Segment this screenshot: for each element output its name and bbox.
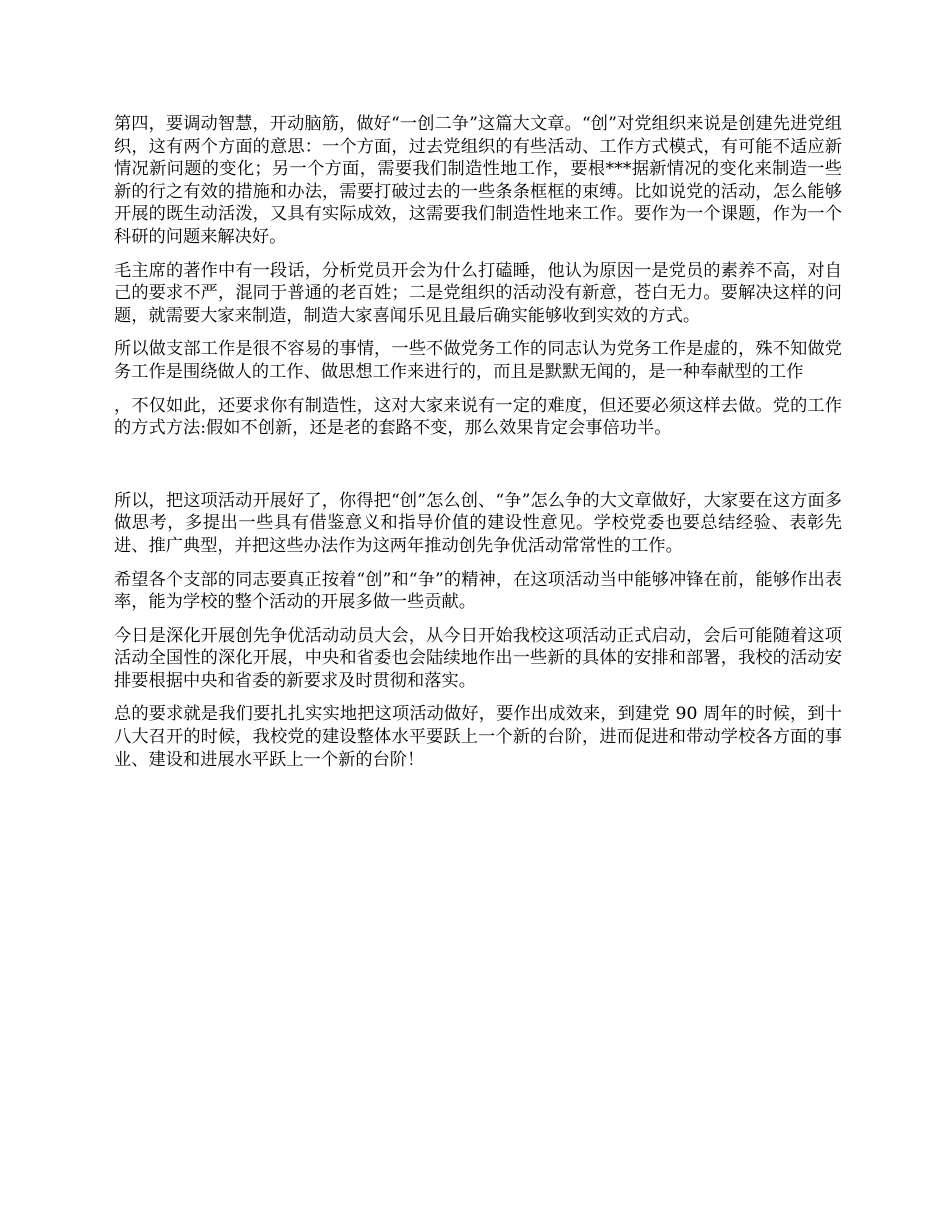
- paragraph-8: 总的要求就是我们要扎扎实实地把这项活动做好，要作出成效来，到建党 90 周年的时候，到十八大召开的时候，我校党的建设整体水平要跃上一个新的台阶，进而促进和带动学校各方面的事业、建设和进展水平跃上一个新的台阶！: [114, 704, 842, 770]
- paragraph-6: 希望各个支部的同志要真正按着“创”和“争”的精神，在这项活动当中能够冲锋在前，能够作出表率，能为学校的整个活动的开展多做一些贡献。: [114, 569, 842, 613]
- paragraph-4: ，不仅如此，还要求你有制造性，这对大家来说有一定的难度，但还要必须这样去做。党的工作的方式方法:假如不创新，还是老的套路不变，那么效果肯定会事倍功半。: [114, 395, 842, 439]
- paragraph-1: 第四，要调动智慧，开动脑筋，做好“一创二争”这篇大文章。“创”对党组织来说是创建先进党组织，这有两个方面的意思：一个方面，过去党组织的有些活动、工作方式模式，有可能不适应新情况新问题的变化；另一个方面，需要我们制造性地工作，要根***据新情况的变化来制造一些新的行之有效的措施和办法，需要打破过去的一些条条框框的束缚。比如说党的活动，怎么能够开展的既生动活泼，又具有实际成效，这需要我们制造性地来工作。要作为一个课题，作为一个科研的问题来解决好。: [114, 114, 842, 247]
- paragraph-2: 毛主席的著作中有一段话，分析党员开会为什么打磕睡，他认为原因一是党员的素养不高，对自己的要求不严，混同于普通的老百姓；二是党组织的活动没有新意，苍白无力。要解决这样的问题，就需要大家来制造，制造大家喜闻乐见且最后确实能够收到实效的方式。: [114, 260, 842, 326]
- paragraph-7: 今日是深化开展创先争优活动动员大会，从今日开始我校这项活动正式启动，会后可能随着这项活动全国性的深化开展，中央和省委也会陆续地作出一些新的具体的安排和部署，我校的活动安排要根据中央和省委的新要求及时贯彻和落实。: [114, 625, 842, 691]
- paragraph-5: 所以，把这项活动开展好了，你得把“创”怎么创、“争”怎么争的大文章做好，大家要在这方面多做思考，多提出一些具有借鉴意义和指导价值的建设性意见。学校党委也要总结经验、表彰先进、推广典型，并把这些办法作为这两年推动创先争优活动常常性的工作。: [114, 490, 842, 556]
- paragraph-3: 所以做支部工作是很不容易的事情，一些不做党务工作的同志认为党务工作是虚的，殊不知做党务工作是围绕做人的工作、做思想工作来进行的，而且是默默无闻的，是一种奉献型的工作: [114, 339, 842, 382]
- document-body: [114, 113, 842, 782]
